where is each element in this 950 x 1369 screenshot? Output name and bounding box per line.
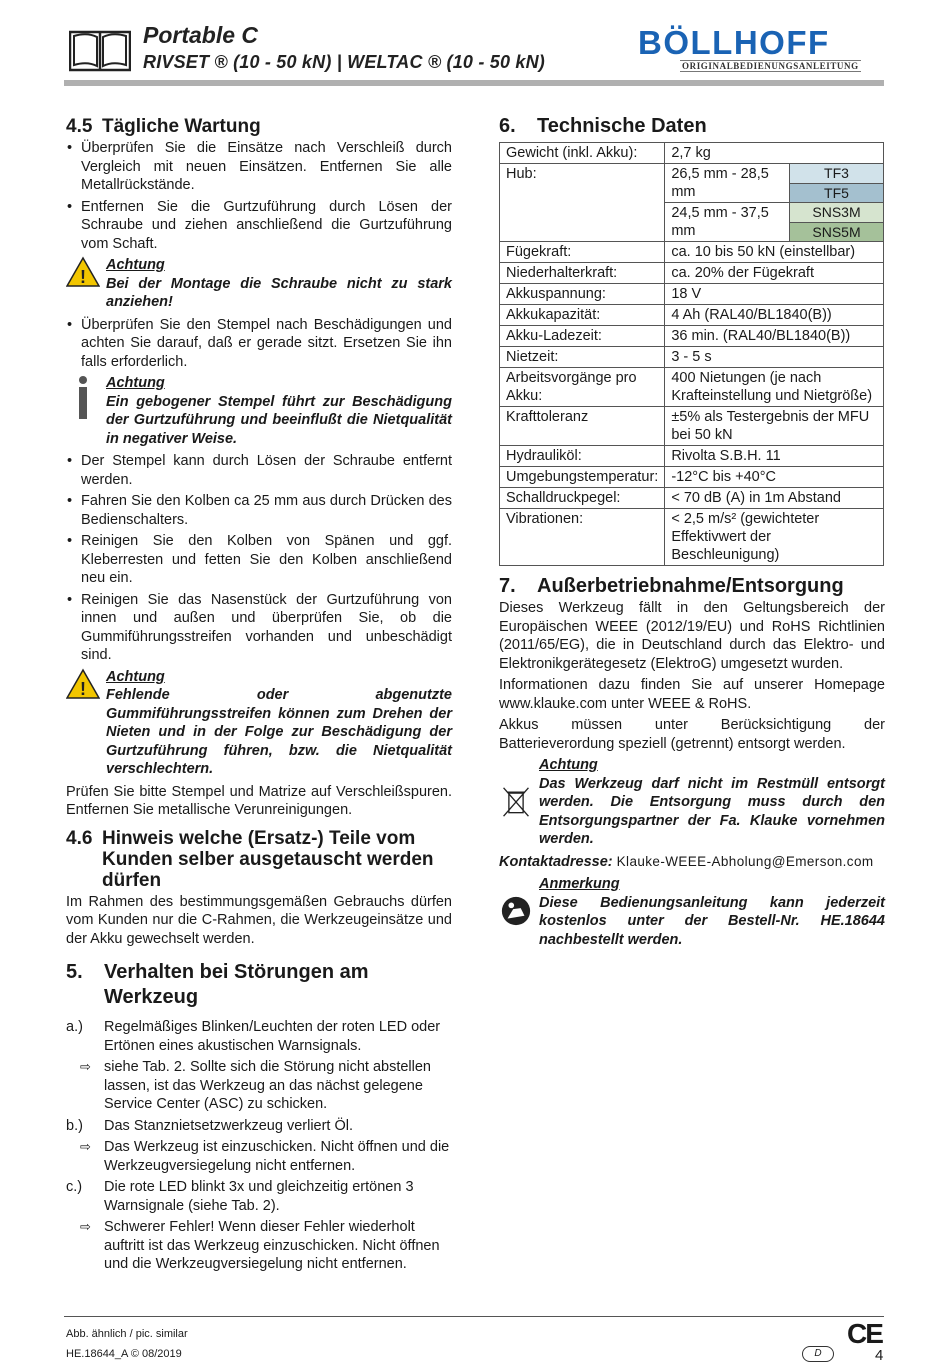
paragraph: Im Rahmen des bestimmungsgemäßen Gebrauchs dürfen vom Kunden nur die C-Rahmen, die Werkzeugeinsätze und der Akku gewechselt werden.: [66, 893, 452, 947]
arrow-right-icon: ⇨: [80, 1219, 91, 1234]
step-key: c.): [66, 1179, 83, 1195]
section-title: Technische Daten: [537, 115, 707, 137]
section-title: Tägliche Wartung: [102, 116, 261, 137]
doc-title: Portable C: [143, 22, 259, 48]
section-title: Hinweis welche (Ersatz-) Teile vom Kunden selber ausgetauscht werden dürfen: [102, 827, 434, 891]
note-label: Achtung: [539, 757, 598, 773]
table-cell-value: Rivolta S.B.H. 11: [665, 446, 884, 467]
table-row: [500, 263, 884, 284]
table-cell-value: ca. 10 bis 50 kN (einstellbar): [665, 242, 884, 263]
note-text: Ein gebogener Stempel führt zur Beschädigung der Gurtzuführung und beeinflußt die Nietqualität in negativer Weise.: [106, 393, 452, 447]
svg-text:!: !: [80, 678, 86, 699]
paragraph: Informationen dazu finden Sie auf unserer Homepage www.klauke.com unter WEEE & RoHS.: [499, 677, 885, 712]
note-text: Bei der Montage die Schraube nicht zu stark anziehen!: [106, 275, 452, 310]
read-manual-icon: [499, 895, 533, 927]
section-6-heading: [499, 116, 885, 137]
table-cell-value: < 70 dB (A) in 1m Abstand: [665, 488, 884, 509]
table-cell-value: 400 Nietungen (je nach Krafteinstellung und Nietgröße): [665, 368, 884, 407]
arrow-right-icon: ⇨: [80, 1059, 91, 1074]
step-row: [66, 1018, 452, 1055]
step-arrow-row: [66, 1218, 452, 1274]
table-row: [500, 326, 884, 347]
table-cell-value: 2,7 kg: [665, 143, 884, 164]
list-item: • Reinigen Sie das Nasenstück der Gurtzuführung von innen und außen und überprüfen Sie, ob die Gummiführungsstreifen vorhanden und unbeschädigt sind.: [66, 591, 452, 665]
footer-divider: [64, 1316, 884, 1317]
maintenance-list: [66, 316, 452, 372]
section-title: Außerbetriebnahme/Entsorgung: [537, 575, 844, 597]
table-cell-value: 36 min. (RAL40/BL1840(B)): [665, 326, 884, 347]
table-row: [500, 242, 884, 263]
section-title: Verhalten bei Störungen am Werkzeug: [104, 961, 369, 1008]
table-cell-value: 18 V: [665, 284, 884, 305]
step-text: Regelmäßiges Blinken/Leuchten der roten LED oder Ertönen eines akustischen Warnsignals.: [104, 1019, 441, 1054]
list-item: • Entfernen Sie die Gurtzuführung durch Lösen der Schraube und ziehen anschließend die Gurtzuführung vom Schaft.: [66, 198, 452, 254]
arrow-right-icon: ⇨: [80, 1139, 91, 1154]
paragraph: Akkus müssen unter Berücksichtigung der Batterieverordung speziell (getrennt) entsorgt werden.: [499, 717, 885, 752]
table-row: [500, 143, 884, 164]
step-row: [66, 1178, 452, 1215]
note-text: Das Werkzeug darf nicht im Restmüll entsorgt werden. Die Entsorgung muss durch den Entsorgungspartner der Fa. Klauke vornehmen werden.: [539, 775, 885, 847]
table-row: [500, 509, 884, 566]
table-cell-value: 24,5 mm - 37,5 mm: [665, 203, 790, 242]
table-row: [500, 164, 884, 184]
step-key: b.): [66, 1117, 83, 1134]
step-text: Das Stanznietsetzwerkzeug verliert Öl.: [104, 1117, 354, 1134]
paragraph: Dieses Werkzeug fällt in den Geltungsbereich der Europäischen WEEE (2012/19/EU) und RoHS Richtlinien (2011/65/EG), die in Deutschland durch das Elektro- und Elektronikgerätegesetz (ElektroG) umgesetzt wurden.: [499, 600, 885, 672]
step-text: Schwerer Fehler! Wenn dieser Fehler wiederholt auftritt ist das Werkzeug einzuschicken. Nicht öffnen und die Werkzeugversiegelung nicht entfernen.: [104, 1219, 440, 1272]
left-column: [66, 116, 452, 1277]
list-item: • Überprüfen Sie die Einsätze nach Verschleiß durch Vergleich mit neuen Einsätzen. Entfernen Sie alle Metallrückstände.: [66, 139, 452, 195]
list-item: • Der Stempel kann durch Lösen der Schraube entfernt werden.: [66, 452, 452, 489]
warning-icon: [66, 668, 100, 700]
table-row: [500, 407, 884, 446]
table-cell-value: ±5% als Testergebnis der MFU bei 50 kN: [665, 407, 884, 446]
step-text: Das Werkzeug ist einzuschicken. Nicht öffnen und die Werkzeugversiegelung nicht entfernen.: [104, 1139, 450, 1174]
note-label: Achtung: [106, 668, 165, 685]
contact-line: [499, 853, 885, 872]
table-cell-label: Niederhalterkraft:: [500, 263, 665, 284]
right-column: [499, 116, 885, 953]
table-cell-label: Akku-Ladezeit:: [500, 326, 665, 347]
warning-note: [66, 668, 452, 779]
table-cell-label: Hub:: [500, 164, 665, 242]
table-cell-label: Umgebungstemperatur:: [500, 467, 665, 488]
table-cell-label: Vibrationen:: [500, 509, 665, 566]
note-text: Fehlende oder abgenutzte Gummiführungsstreifen können zum Drehen der Nieten und in der Folge zur Beschädigung der Gurtzuführung führen, bzw. die Nietqualität verschlechtern.: [106, 687, 452, 777]
table-row: [500, 488, 884, 509]
list-item: • Reinigen Sie den Kolben von Spänen und ggf. Kleberresten und fetten Sie den Kolben anschließend neu ein.: [66, 532, 452, 588]
table-cell-label: Arbeitsvorgänge pro Akku:: [500, 368, 665, 407]
footer-doc-id: HE.18644_A © 08/2019: [66, 1348, 182, 1360]
footer-note: Abb. ähnlich / pic. similar: [66, 1328, 188, 1340]
step-text: siehe Tab. 2. Sollte sich die Störung nicht abstellen lassen, ist das Werkzeug an das nächst gelegene Service Center (ASC) zu schicken.: [104, 1059, 431, 1112]
note-text: Diese Bedienungsanleitung kann jederzeit kostenlos unter der Bestell-Nr. HE.18644 nachbestellt werden.: [539, 894, 885, 948]
info-note: [66, 374, 452, 448]
note-label: Anmerkung: [539, 876, 620, 892]
section-4-5-heading: [66, 116, 452, 137]
table-row: [500, 368, 884, 407]
tag-cell: TF5: [790, 183, 884, 203]
paragraph: Prüfen Sie bitte Stempel und Matrize auf Verschleißspuren. Entfernen Sie metallische Verunreinigungen.: [66, 783, 452, 818]
tag-cell: TF3: [790, 164, 884, 184]
table-cell-value: 3 - 5 s: [665, 347, 884, 368]
tech-data-table: [499, 142, 884, 566]
table-cell-label: Nietzeit:: [500, 347, 665, 368]
maintenance-list: [66, 139, 452, 253]
crossed-bin-icon: [499, 786, 533, 818]
table-row: [500, 347, 884, 368]
maintenance-list: [66, 452, 452, 665]
list-item: • Überprüfen Sie den Stempel nach Beschädigungen und achten Sie darauf, daß er gerade sitzt. Ersetzen Sie ihn falls erforderlich.: [66, 316, 452, 372]
section-7-heading: [499, 576, 885, 597]
step-key: a.): [66, 1019, 83, 1035]
step-arrow-row: [66, 1058, 452, 1114]
tag-cell: SNS3M: [790, 203, 884, 223]
step-arrow-row: [66, 1138, 452, 1175]
table-cell-value: 4 Ah (RAL40/BL1840(B)): [665, 305, 884, 326]
svg-text:!: !: [80, 267, 86, 287]
fault-steps: [66, 1018, 452, 1274]
table-cell-value: 26,5 mm - 28,5 mm: [665, 164, 790, 203]
doc-subtitle: RIVSET ® (10 - 50 kN) | WELTAC ® (10 - 50 kN): [143, 52, 545, 72]
logo-subtitle: ORIGINALBEDIENUNGSANLEITUNG: [682, 61, 859, 71]
table-cell-label: Krafttoleranz: [500, 407, 665, 446]
note-label: Achtung: [106, 375, 165, 391]
section-number: 4.5: [66, 116, 93, 137]
table-cell-label: Fügekraft:: [500, 242, 665, 263]
table-cell-label: Hydrauliköl:: [500, 446, 665, 467]
warning-note: [66, 256, 452, 312]
contact-email: Klauke-WEEE-Abholung@Emerson.com: [616, 853, 874, 869]
section-number: 7.: [499, 575, 516, 597]
contact-label: Kontaktadresse:: [499, 853, 613, 870]
info-icon: [66, 374, 100, 420]
disposal-note: [499, 756, 885, 849]
tag-cell: SNS5M: [790, 222, 884, 242]
remark-note: [499, 875, 885, 949]
table-cell-value: ca. 20% der Fügekraft: [665, 263, 884, 284]
manual-book-icon: [69, 28, 131, 72]
table-row: [500, 284, 884, 305]
list-item: • Fahren Sie den Kolben ca 25 mm aus durch Drücken des Bedienschalters.: [66, 492, 452, 529]
table-cell-label: Gewicht (inkl. Akku):: [500, 143, 665, 164]
bollhoff-logo: BÖLLHOFF: [638, 24, 830, 61]
table-row: [500, 446, 884, 467]
table-row: [500, 467, 884, 488]
section-5-heading: [66, 960, 452, 1010]
table-cell-value: -12°C bis +40°C: [665, 467, 884, 488]
table-cell-label: Akkuspannung:: [500, 284, 665, 305]
table-row: [500, 305, 884, 326]
section-number: 6.: [499, 115, 516, 137]
table-cell-label: Schalldruckpegel:: [500, 488, 665, 509]
note-label: Achtung: [106, 257, 165, 273]
step-row: [66, 1117, 452, 1136]
section-number: 4.6: [66, 827, 93, 849]
page-number: 4: [875, 1347, 884, 1364]
warning-icon: [66, 256, 100, 288]
table-cell-label: Akkukapazität:: [500, 305, 665, 326]
ce-mark: CE: [847, 1318, 882, 1349]
table-cell-value: < 2,5 m/s² (gewichteter Effektivwert der Beschleunigung): [665, 509, 884, 566]
language-badge: D: [802, 1346, 834, 1362]
section-number: 5.: [66, 961, 83, 983]
step-text: Die rote LED blinkt 3x und gleichzeitig ertönen 3 Warnsignale (siehe Tab. 2).: [104, 1179, 414, 1214]
header-divider: [64, 80, 884, 86]
section-4-6-heading: [66, 828, 452, 891]
